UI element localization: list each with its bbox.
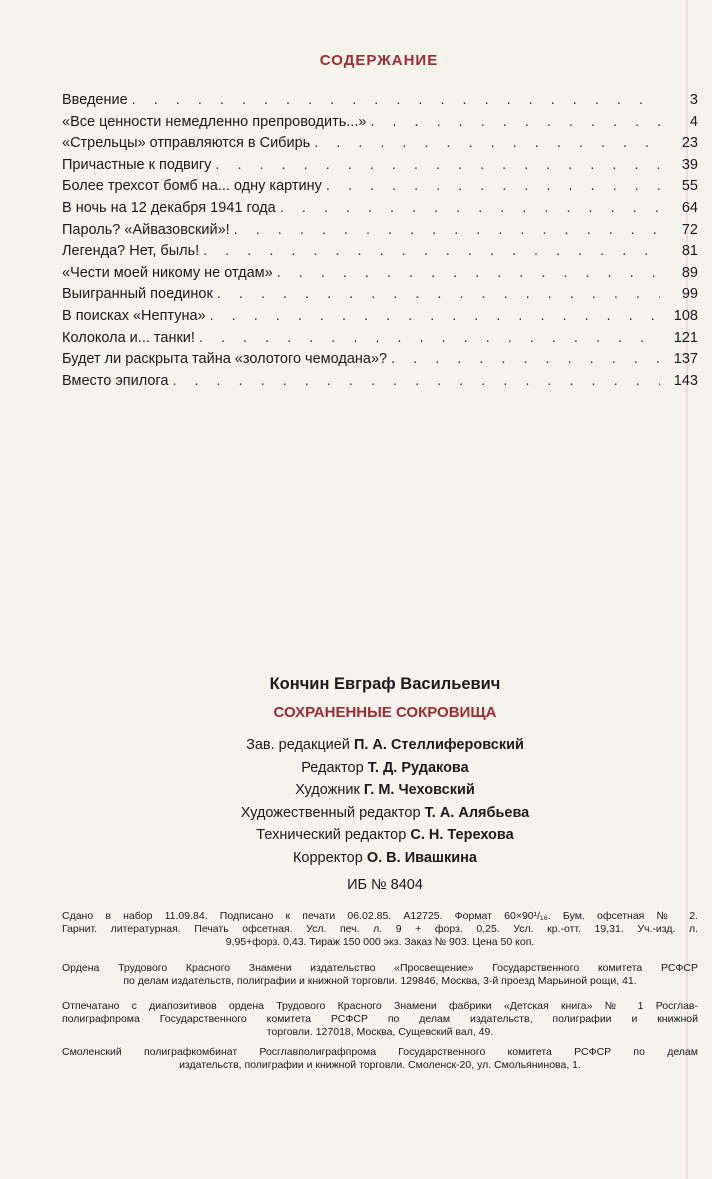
- toc-entry-page: 108: [673, 307, 698, 324]
- imprint-printer: [62, 1000, 698, 1039]
- credit-row: [0, 805, 712, 828]
- credit-role: Редактор: [301, 759, 364, 776]
- toc-entry-label: В ночь на 12 декабря 1941 года: [62, 199, 276, 216]
- toc-leader-dots: [391, 351, 660, 367]
- imprint-line: 9,95+форз. 0,43. Тираж 150 000 экз. Заказ № 903. Цена 50 коп.: [225, 936, 535, 948]
- toc-entry: [62, 265, 698, 287]
- toc-entry: [62, 178, 698, 200]
- toc-entry: [62, 200, 698, 222]
- toc-entry-page: 81: [681, 243, 698, 260]
- toc-leader-dots: [172, 373, 660, 389]
- toc-entry-page: 39: [681, 156, 698, 173]
- imprint-line: Отпечатано с диапозитивов ордена Трудового Красного Знамени фабрики «Детская книга» № 1 Росглав-: [62, 1000, 698, 1012]
- imprint-print-data: [62, 910, 698, 949]
- credit-role: Корректор: [292, 849, 363, 866]
- credit-name: Т. А. Алябьева: [424, 804, 530, 821]
- credit-row: [0, 850, 712, 873]
- toc-entry-label: Более трехсот бомб на... одну картину: [62, 178, 322, 195]
- toc-entry-label: В поисках «Нептуна»: [62, 307, 206, 324]
- toc-leader-dots: [217, 286, 660, 302]
- toc-leader-dots: [234, 222, 660, 238]
- credit-role: Зав. редакцией: [246, 737, 350, 753]
- credit-name: П. А. Стеллиферовский: [353, 737, 524, 753]
- toc-entry: [62, 286, 698, 308]
- imprint-line: торговли. 127018, Москва, Сущевский вал, 49.: [266, 1026, 494, 1038]
- imprint-line: Гарнит. литературная. Печать офсетная. Усл. печ. л. 9 + форз. 0,25. Усл. кр.-отт. 19,31. Уч.-изд. л.: [62, 923, 698, 935]
- toc-entry-label: Выигранный поединок: [62, 286, 213, 303]
- toc-entry-label: «Стрельцы» отправляются в Сибирь: [62, 135, 311, 152]
- imprint-combine: [62, 1046, 698, 1072]
- toc-entry: [62, 114, 698, 136]
- credit-name: Г. М. Чеховский: [363, 782, 475, 798]
- imprint-line: по делам издательств, полиграфии и книжной торговли. 129846, Москва, 3-й проезд Марьиной рощи, 41.: [123, 975, 637, 987]
- credit-row: [0, 827, 712, 850]
- toc-leader-dots: [215, 157, 660, 173]
- toc-entry-page: 143: [673, 372, 698, 389]
- toc-entry-page: 89: [681, 264, 698, 281]
- toc-entry-label: Вместо эпилога: [62, 372, 169, 389]
- ib-number: ИБ № 8404: [347, 877, 423, 893]
- toc-title: СОДЕРЖАНИЕ: [319, 52, 439, 69]
- imprint-line: Смоленский полиграфкомбинат Росглавполиграфпрома Государственного комитета РСФСР по делам: [62, 1046, 698, 1058]
- toc-leader-dots: [314, 135, 660, 151]
- toc-entry-page: 137: [673, 351, 698, 368]
- credit-name: Т. Д. Рудакова: [367, 759, 469, 776]
- toc-leader-dots: [280, 200, 660, 216]
- table-of-contents: [62, 92, 698, 394]
- toc-entry: [62, 135, 698, 157]
- toc-entry: [62, 92, 698, 114]
- imprint-line: полиграфпрома Государственного комитета РСФСР по делам издательств, полиграфии и книжной: [62, 1013, 698, 1025]
- toc-entry-label: Пароль? «Айвазовский»!: [62, 221, 230, 238]
- toc-entry-page: 72: [681, 221, 698, 238]
- toc-entry-page: 4: [689, 113, 698, 130]
- credit-row: [0, 737, 712, 760]
- toc-entry-label: Причастные к подвигу: [62, 156, 212, 173]
- credit-row: [0, 760, 712, 783]
- credits-list: [0, 737, 712, 872]
- toc-entry-page: 3: [689, 92, 698, 108]
- toc-leader-dots: [326, 178, 660, 194]
- toc-entry: [62, 373, 698, 395]
- toc-entry: [62, 308, 698, 330]
- toc-entry-page: 23: [681, 135, 698, 152]
- toc-entry-page: 64: [681, 199, 698, 216]
- toc-entry-page: 121: [673, 329, 698, 346]
- toc-entry: [62, 351, 698, 373]
- credit-role: Технический редактор: [256, 827, 407, 843]
- book-title: СОХРАНЕННЫЕ СОКРОВИЩА: [273, 704, 497, 721]
- toc-entry-label: «Чести моей никому не отдам»: [62, 264, 273, 281]
- toc-entry: [62, 330, 698, 352]
- imprint-line: Сдано в набор 11.09.84. Подписано к печати 06.02.85. А12725. Формат 60×90¹/₁₆. Бум. офсетная № 2.: [62, 910, 698, 922]
- imprint-publisher: [62, 962, 698, 988]
- credit-role: Художник: [295, 782, 360, 798]
- toc-leader-dots: [210, 308, 660, 324]
- toc-entry-label: «Все ценности немедленно препроводить...»: [62, 113, 367, 130]
- book-author: Кончин Евграф Васильевич: [269, 675, 501, 693]
- toc-entry-page: 99: [681, 286, 698, 303]
- toc-entry: [62, 157, 698, 179]
- toc-entry: [62, 243, 698, 265]
- credit-name: О. В. Ивашкина: [366, 849, 477, 866]
- toc-leader-dots: [199, 330, 660, 346]
- toc-entry-page: 55: [681, 178, 698, 195]
- toc-leader-dots: [132, 92, 660, 108]
- toc-leader-dots: [370, 114, 660, 130]
- toc-entry-label: Будет ли раскрыта тайна «золотого чемодана»?: [62, 351, 388, 368]
- toc-entry-label: Колокола и... танки!: [62, 329, 195, 346]
- credit-role: Художественный редактор: [240, 804, 421, 821]
- toc-entry-label: Легенда? Нет, быль!: [62, 243, 200, 260]
- toc-entry: [62, 222, 698, 244]
- imprint-line: издательств, полиграфии и книжной торговли. Смоленск-20, ул. Смольянинова, 1.: [179, 1059, 581, 1071]
- toc-leader-dots: [277, 265, 660, 281]
- toc-leader-dots: [203, 243, 660, 259]
- imprint-line: Ордена Трудового Красного Знамени издательство «Просвещение» Государственного комитета РСФСР: [62, 962, 698, 974]
- credit-name: С. Н. Терехова: [410, 827, 514, 843]
- credit-row: [0, 782, 712, 805]
- toc-entry-label: Введение: [62, 92, 128, 108]
